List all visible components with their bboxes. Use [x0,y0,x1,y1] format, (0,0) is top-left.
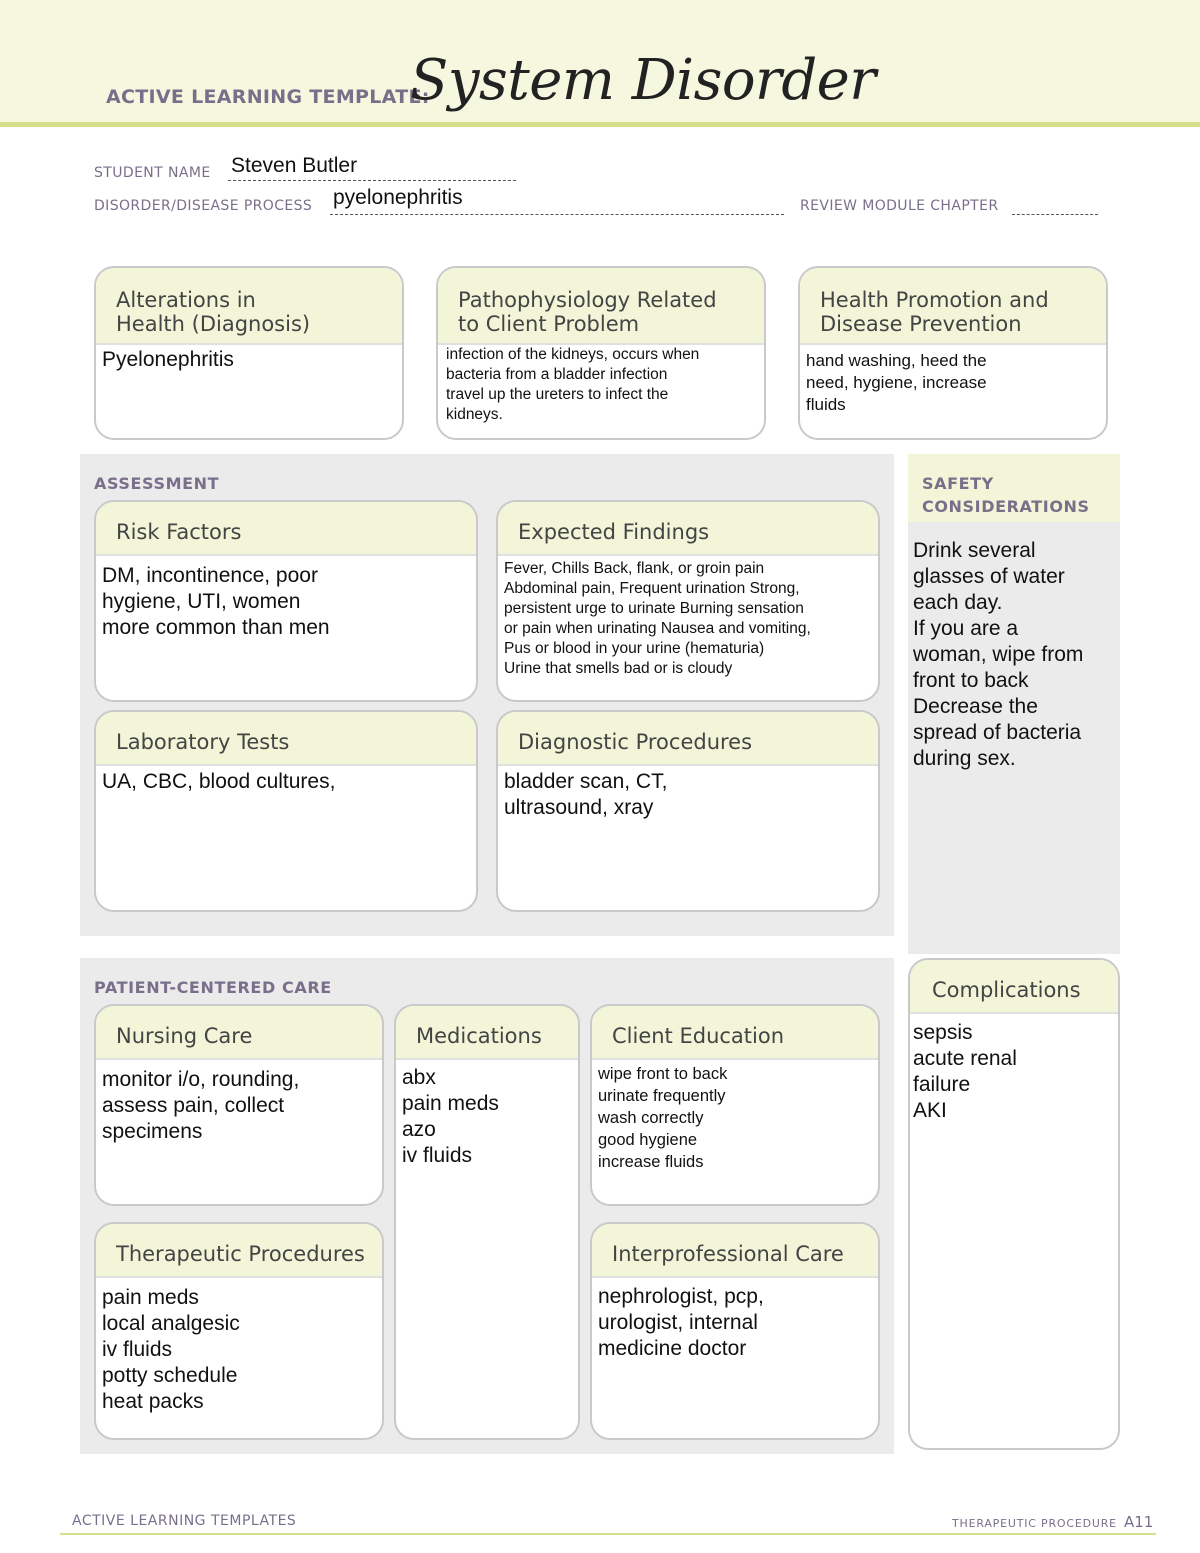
student-name-field[interactable] [228,156,516,181]
risk-factors-title: Risk Factors [96,502,476,556]
expected-findings-title: Expected Findings [498,502,878,556]
complications-title: Complications [910,960,1118,1014]
laboratory-tests-title: Laboratory Tests [96,712,476,766]
footer-label: ACTIVE LEARNING TEMPLATES [72,1513,297,1529]
client-education-box [590,1004,880,1206]
template-label: ACTIVE LEARNING TEMPLATE: [106,86,430,108]
pathophysiology-title: Pathophysiology Related to Client Problem [438,268,764,345]
safety-title: SAFETY CONSIDERATIONS [922,474,1090,516]
client-education-title: Client Education [592,1006,878,1060]
therapeutic-procedures-box [94,1222,384,1440]
expected-findings-box [496,500,880,702]
therapeutic-procedures-text[interactable]: pain meds local analgesic iv fluids potty schedule heat packs [102,1286,240,1413]
pathophysiology-text[interactable]: infection of the kidneys, occurs when bacteria from a bladder infection travel up the ureters to infect the kidneys. [446,346,700,423]
risk-factors-box [94,500,478,702]
interprofessional-care-title: Interprofessional Care [592,1224,878,1278]
diagnostic-procedures-box [496,710,880,912]
page-number: A11 [1124,1513,1154,1531]
laboratory-tests-box [94,710,478,912]
client-education-text[interactable]: wipe front to back urinate frequently wash correctly good hygiene increase fluids [598,1065,728,1171]
review-module-field[interactable] [1012,190,1098,215]
nursing-care-title: Nursing Care [96,1006,382,1060]
complications-text[interactable]: sepsis acute renal failure AKI [913,1021,1017,1122]
health-promotion-title: Health Promotion and Disease Prevention [800,268,1106,345]
nursing-care-text[interactable]: monitor i/o, rounding, assess pain, collect specimens [102,1068,300,1143]
laboratory-tests-text[interactable]: UA, CBC, blood cultures, [102,770,336,793]
nursing-care-box [94,1004,384,1206]
therapeutic-procedures-title: Therapeutic Procedures [96,1224,382,1278]
diagnostic-procedures-text[interactable]: bladder scan, CT, ultrasound, xray [504,770,668,819]
disorder-label: DISORDER/DISEASE PROCESS [94,198,313,214]
medications-box [394,1004,580,1440]
patient-care-section-title: PATIENT-CENTERED CARE [94,978,332,997]
pathophysiology-box [436,266,766,440]
expected-findings-text[interactable]: Fever, Chills Back, flank, or groin pain Abdominal pain, Frequent urination Strong, persistent urge to urinate Burning sensation or pain when urinating Nausea and vomiting, Pus or blood in your urine (hematuria) Urine that smells bad or is cloudy [504,560,811,677]
alterations-title: Alterations in Health (Diagnosis) [96,268,402,345]
health-promotion-text[interactable]: hand washing, heed the need, hygiene, increase fluids [806,351,987,414]
page-title: System Disorder [410,48,876,113]
student-name-label: STUDENT NAME [94,165,211,181]
complications-box [908,958,1120,1450]
disorder-field[interactable] [330,186,784,215]
footer-rule [60,1533,1156,1535]
alterations-box [94,266,404,440]
header-rule [0,122,1200,127]
disorder-value: pyelonephritis [333,186,463,209]
medications-title: Medications [396,1006,578,1060]
interprofessional-care-box [590,1222,880,1440]
interprofessional-care-text[interactable]: nephrologist, pcp, urologist, internal medicine doctor [598,1285,764,1360]
review-module-label: REVIEW MODULE CHAPTER [800,198,999,214]
safety-text[interactable]: Drink several glasses of water each day. If you are a woman, wipe from front to back Decrease the spread of bacteria during sex. [913,539,1084,770]
medications-text[interactable]: abx pain meds azo iv fluids [402,1066,499,1167]
diagnostic-procedures-title: Diagnostic Procedures [498,712,878,766]
alterations-text[interactable]: Pyelonephritis [102,348,234,371]
footer-procedure-label: THERAPEUTIC PROCEDURE [952,1517,1117,1530]
student-name-value: Steven Butler [231,154,358,177]
assessment-section-title: ASSESSMENT [94,474,220,493]
health-promotion-box [798,266,1108,440]
risk-factors-text[interactable]: DM, incontinence, poor hygiene, UTI, women more common than men [102,564,330,639]
